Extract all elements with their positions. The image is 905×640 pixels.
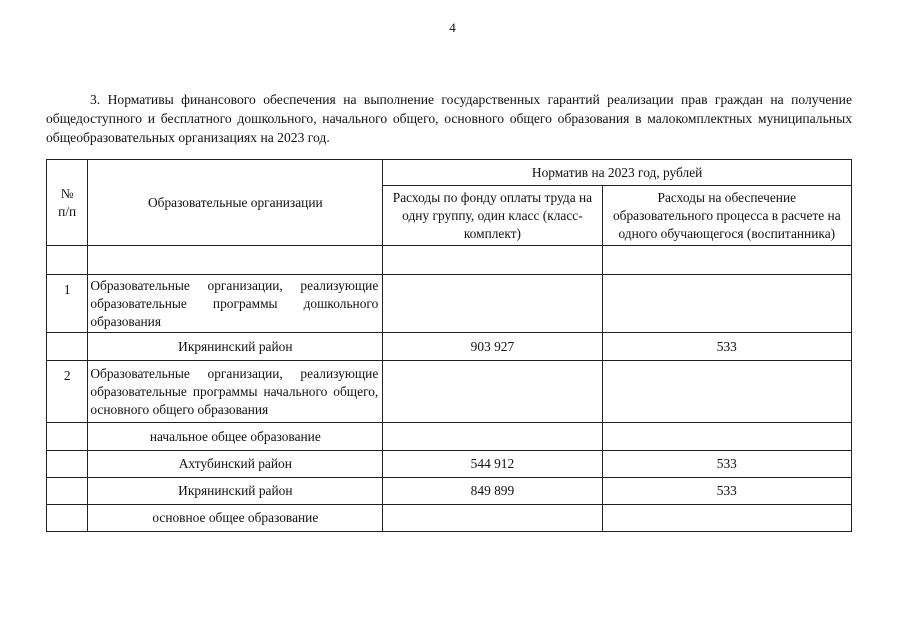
row-value-class bbox=[383, 423, 602, 451]
row-value-student bbox=[602, 361, 851, 423]
row-value-class: 903 927 bbox=[383, 333, 602, 361]
table-row bbox=[47, 275, 852, 333]
row-value-student: 533 bbox=[602, 451, 851, 478]
table-row bbox=[47, 333, 852, 361]
row-organization: Образовательные организации, реализующие образовательные программы начального общего, основного общего образования bbox=[88, 361, 383, 423]
row-number bbox=[47, 478, 88, 505]
row-organization: начальное общее образование bbox=[88, 423, 383, 451]
row-number bbox=[47, 451, 88, 478]
table-row bbox=[47, 423, 852, 451]
table-row-empty bbox=[47, 246, 852, 275]
row-organization: Образовательные организации, реализующие образовательные программы дошкольного образования bbox=[88, 275, 383, 333]
row-organization: Икрянинский район bbox=[88, 478, 383, 505]
row-value-student: 533 bbox=[602, 478, 851, 505]
norms-table bbox=[46, 159, 852, 532]
row-number: 2 bbox=[47, 361, 88, 423]
row-value-class bbox=[383, 361, 602, 423]
row-value-student bbox=[602, 423, 851, 451]
page-number: 4 bbox=[449, 20, 456, 35]
row-number bbox=[47, 333, 88, 361]
row-value-class: 849 899 bbox=[383, 478, 602, 505]
table-row bbox=[47, 478, 852, 505]
header-per-student: Расходы на обеспечение образовательного процесса в расчете на одного обучающегося (воспитанника) bbox=[602, 186, 851, 246]
table-row bbox=[47, 505, 852, 532]
table-row bbox=[47, 451, 852, 478]
row-number: 1 bbox=[47, 275, 88, 333]
row-value-student: 533 bbox=[602, 333, 851, 361]
row-organization: Икрянинский район bbox=[88, 333, 383, 361]
row-organization: Ахтубинский район bbox=[88, 451, 383, 478]
row-value-class bbox=[383, 505, 602, 532]
row-organization: основное общее образование bbox=[88, 505, 383, 532]
row-number bbox=[47, 423, 88, 451]
table-row bbox=[47, 361, 852, 423]
row-value-class bbox=[383, 275, 602, 333]
header-norm-group: Норматив на 2023 год, рублей bbox=[383, 160, 852, 186]
row-value-student bbox=[602, 505, 851, 532]
header-per-class: Расходы по фонду оплаты труда на одну группу, один класс (класс-комплект) bbox=[383, 186, 602, 246]
row-number bbox=[47, 505, 88, 532]
section-heading: 3. Нормативы финансового обеспечения на выполнение государственных гарантий реализации прав граждан на получение общедоступного и бесплатного дошкольного, начального общего, основного общего образования в малокомплектных муниципальных общеобразовательных организациях на 2023 год. bbox=[46, 92, 852, 145]
header-number: № п/п bbox=[47, 160, 88, 246]
header-organizations: Образовательные организации bbox=[88, 160, 383, 246]
row-value-class: 544 912 bbox=[383, 451, 602, 478]
row-value-student bbox=[602, 275, 851, 333]
